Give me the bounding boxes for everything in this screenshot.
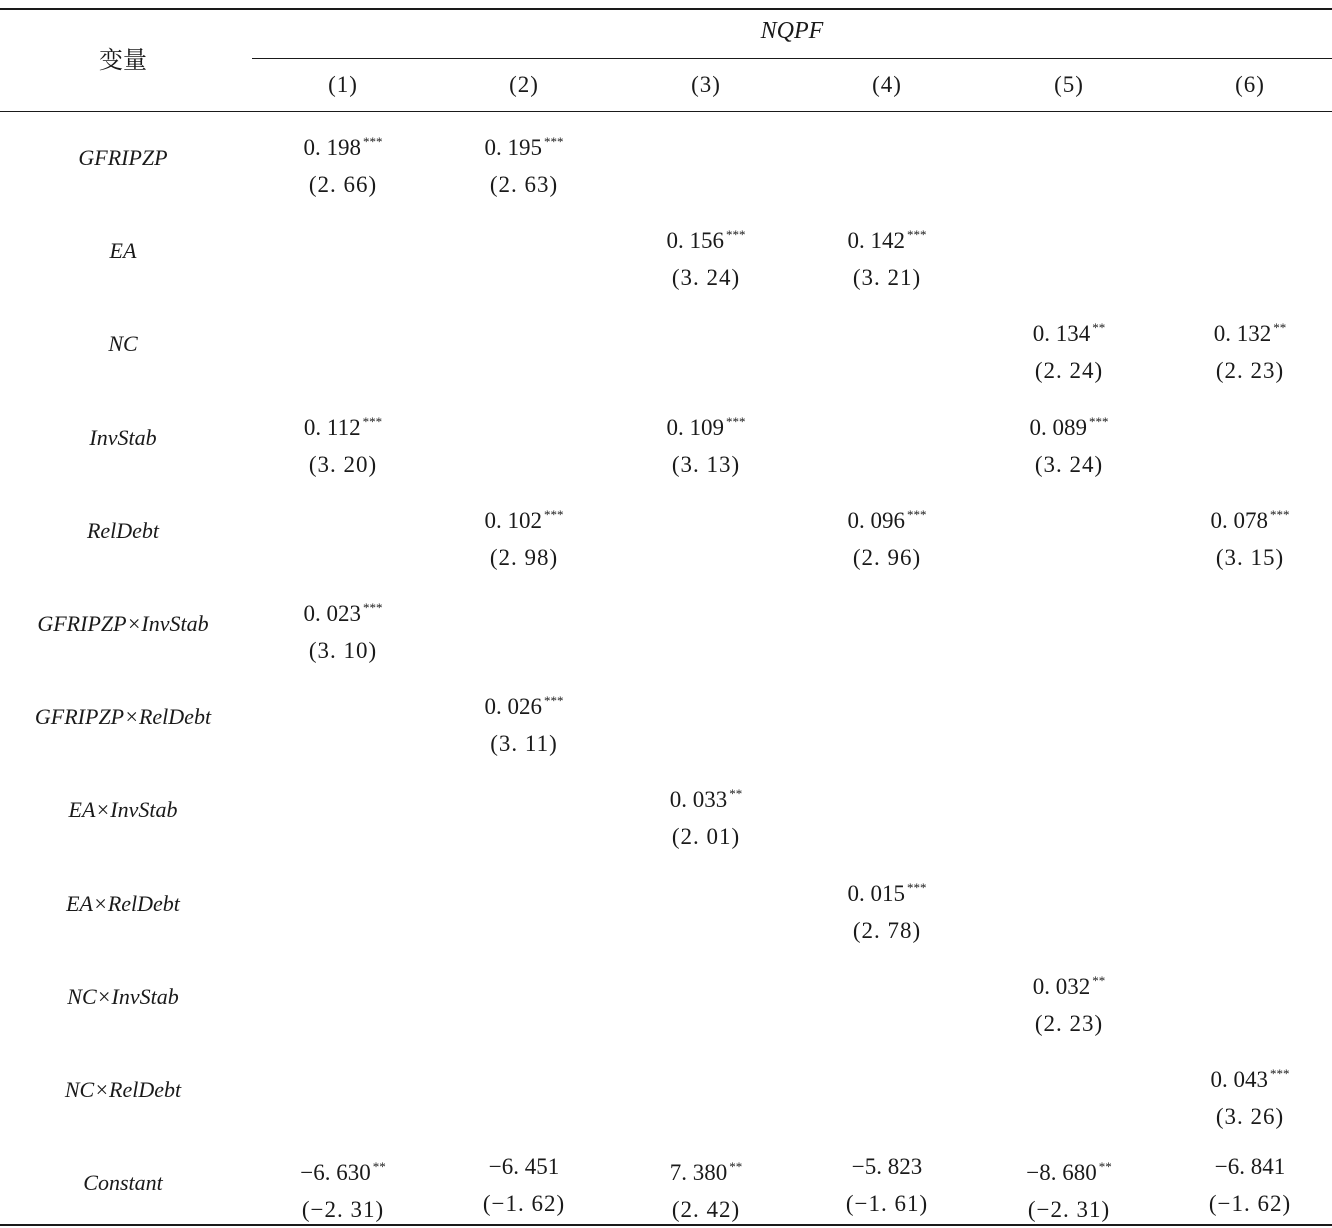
significance-stars: ** [729,1159,742,1174]
row-label: GFRIPZP×RelDebt [0,704,246,730]
t-statistic: (−1. 62) [434,1185,615,1222]
t-statistic: (3. 21) [797,259,978,296]
t-statistic: (−1. 62) [1160,1185,1332,1222]
row-label: EA×RelDebt [0,891,246,917]
significance-stars: *** [907,880,927,895]
t-statistic: (3. 10) [253,632,434,669]
coefficient-number: 0. 109 [667,415,725,440]
t-statistic: (3. 24) [979,446,1160,483]
significance-stars: ** [1092,973,1105,988]
coefficient-number: 0. 033 [670,787,728,812]
significance-stars: *** [1270,507,1290,522]
coefficient-value [797,216,978,259]
coefficient-value [1160,1055,1332,1098]
coefficient-number: 0. 023 [304,601,362,626]
coefficient-value [616,216,797,259]
significance-stars: ** [1092,320,1105,335]
coefficient-number: 0. 078 [1211,508,1269,533]
row-label: GFRIPZP×InvStab [0,611,246,637]
coefficient-number: −6. 841 [1215,1154,1285,1179]
coefficient-number: 7. 380 [670,1160,728,1185]
coefficient-value [1160,309,1332,352]
table-cell [253,403,434,483]
significance-stars: ** [1099,1159,1112,1174]
t-statistic: (2. 78) [797,912,978,949]
significance-stars: *** [363,414,383,429]
significance-stars: *** [907,507,927,522]
table-top-rule [0,8,1332,10]
coefficient-value [253,1148,434,1191]
table-cell [434,123,615,203]
significance-stars: *** [726,414,746,429]
row-label: NC [0,331,246,357]
t-statistic: (3. 15) [1160,539,1332,576]
t-statistic: (3. 13) [616,446,797,483]
t-statistic: (−2. 31) [253,1191,434,1228]
coefficient-value [434,123,615,166]
t-statistic: (3. 26) [1160,1098,1332,1135]
t-statistic: (2. 24) [979,352,1160,389]
table-cell [253,1148,434,1228]
significance-stars: *** [1089,414,1109,429]
table-cell [616,1148,797,1228]
table-cell [253,589,434,669]
significance-stars: ** [1273,320,1286,335]
coefficient-value [797,496,978,539]
coefficient-number: 0. 156 [667,228,725,253]
table-cell [979,309,1160,389]
significance-stars: *** [544,507,564,522]
coefficient-value [979,309,1160,352]
dependent-variable-header: NQPF [252,18,1332,45]
table-cell [253,123,434,203]
table-cell [434,496,615,576]
coefficient-value [434,496,615,539]
significance-stars: *** [363,134,383,149]
table-cell [979,962,1160,1042]
significance-stars: ** [729,786,742,801]
table-cell [979,1148,1160,1228]
header-bottom-rule [0,111,1332,112]
coefficient-number: 0. 134 [1033,321,1091,346]
table-cell [616,403,797,483]
coefficient-number: 0. 112 [304,415,361,440]
t-statistic: (2. 01) [616,818,797,855]
coefficient-value [253,589,434,632]
coefficient-value [616,1148,797,1191]
column-header-1: (1) [253,72,434,98]
coefficient-value [253,403,434,446]
table-cell [797,869,978,949]
coefficient-number: −5. 823 [852,1154,922,1179]
table-cell [797,216,978,296]
column-header-4: (4) [797,72,978,98]
coefficient-value [434,682,615,725]
coefficient-number: 0. 043 [1211,1067,1269,1092]
row-label: NC×InvStab [0,984,246,1010]
significance-stars: ** [373,1159,386,1174]
significance-stars: *** [544,134,564,149]
t-statistic: (−2. 31) [979,1191,1160,1228]
coefficient-number: 0. 195 [485,135,543,160]
significance-stars: *** [907,227,927,242]
coefficient-value [616,775,797,818]
row-label: EA [0,238,246,264]
column-header-6: (6) [1160,72,1332,98]
table-cell [797,496,978,576]
t-statistic: (2. 66) [253,166,434,203]
row-label: GFRIPZP [0,145,246,171]
coefficient-value [434,1148,615,1185]
t-statistic: (−1. 61) [797,1185,978,1222]
t-statistic: (3. 20) [253,446,434,483]
coefficient-number: 0. 089 [1030,415,1088,440]
t-statistic: (3. 11) [434,725,615,762]
table-cell [1160,1055,1332,1135]
t-statistic: (2. 42) [616,1191,797,1228]
coefficient-value [1160,496,1332,539]
t-statistic: (3. 24) [616,259,797,296]
table-cell [1160,309,1332,389]
table-cell [1160,1148,1332,1222]
row-label: EA×InvStab [0,797,246,823]
coefficient-number: 0. 102 [485,508,543,533]
table-cell [616,216,797,296]
column-header-3: (3) [616,72,797,98]
t-statistic: (2. 98) [434,539,615,576]
coefficient-number: 0. 142 [848,228,906,253]
table-cell [434,1148,615,1222]
coefficient-number: 0. 015 [848,881,906,906]
coefficient-value [979,962,1160,1005]
dependent-variable-rule [252,58,1332,59]
coefficient-number: 0. 096 [848,508,906,533]
coefficient-number: 0. 198 [304,135,362,160]
table-cell [434,682,615,762]
table-cell [616,775,797,855]
table-cell [1160,496,1332,576]
row-label: NC×RelDebt [0,1077,246,1103]
significance-stars: *** [544,693,564,708]
significance-stars: *** [363,600,383,615]
coefficient-number: 0. 132 [1214,321,1272,346]
coefficient-number: −6. 451 [489,1154,559,1179]
coefficient-value [253,123,434,166]
coefficient-value [979,403,1160,446]
row-label: Constant [0,1170,246,1196]
significance-stars: *** [1270,1066,1290,1081]
coefficient-value [616,403,797,446]
t-statistic: (2. 63) [434,166,615,203]
coefficient-number: 0. 032 [1033,974,1091,999]
coefficient-value [797,1148,978,1185]
coefficient-value [797,869,978,912]
coefficient-value [979,1148,1160,1191]
coefficient-number: −8. 680 [1026,1160,1096,1185]
row-label: RelDebt [0,518,246,544]
column-header-2: (2) [434,72,615,98]
column-header-5: (5) [979,72,1160,98]
t-statistic: (2. 23) [1160,352,1332,389]
row-label: InvStab [0,425,246,451]
significance-stars: *** [726,227,746,242]
coefficient-number: 0. 026 [485,694,543,719]
coefficient-number: −6. 630 [300,1160,370,1185]
t-statistic: (2. 23) [979,1005,1160,1042]
table-cell [979,403,1160,483]
table-cell [797,1148,978,1222]
coefficient-value [1160,1148,1332,1185]
t-statistic: (2. 96) [797,539,978,576]
variable-column-header: 变量 [0,40,246,75]
